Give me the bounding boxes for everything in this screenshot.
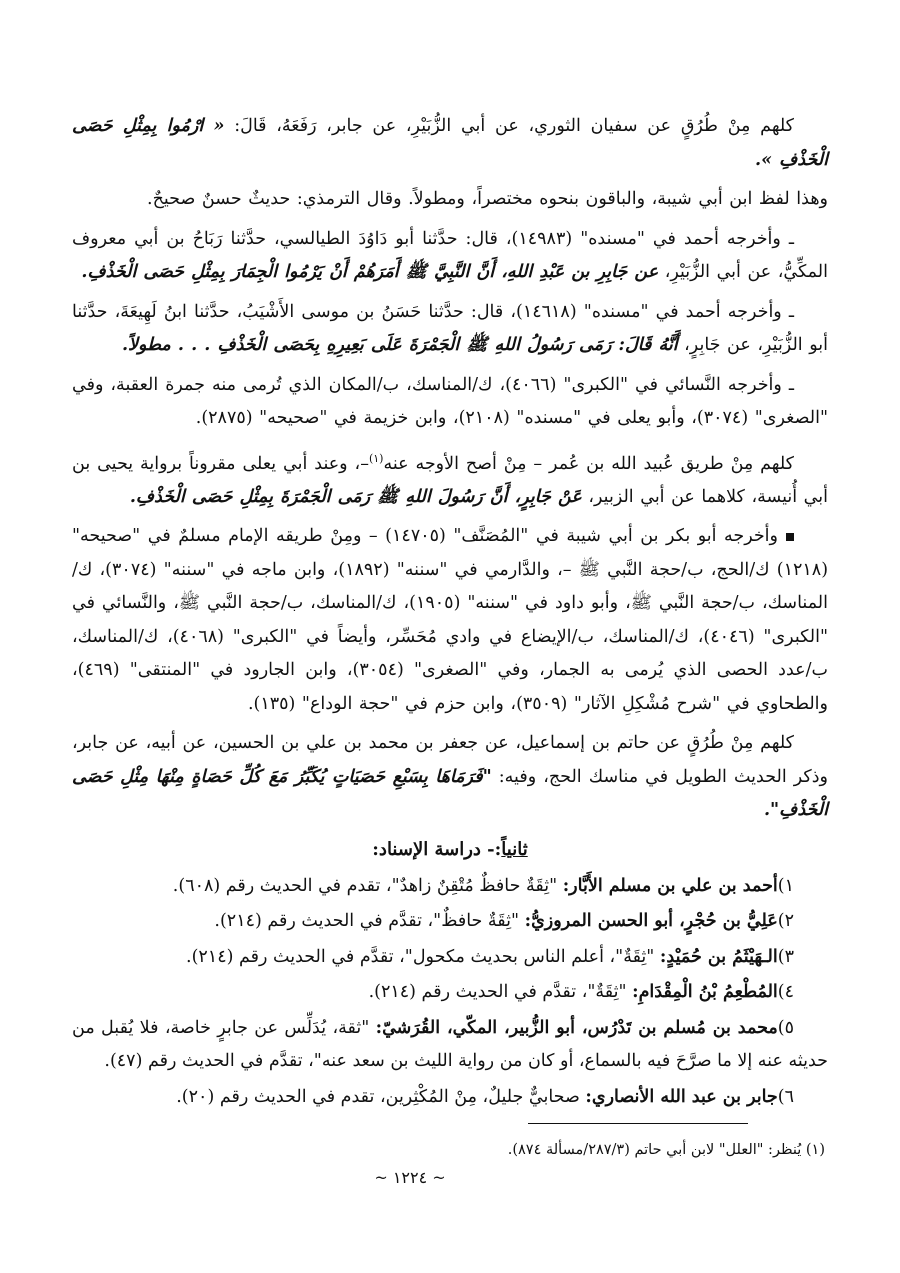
narrator-item: [72, 1081, 828, 1115]
footnote-divider: [528, 1123, 748, 1124]
narrator-name: المُطْعِمُ بْنُ الْمِقْدَامِ:: [632, 982, 778, 1003]
narrator-description: "ثِقَةٌ"، تقدَّم في الحديث رقم (٢١٤).: [368, 982, 633, 1003]
narrator-item: [72, 905, 828, 939]
paragraph-7: [72, 520, 828, 721]
paragraph-5: ـ وأخرجه النَّسائي في "الكبرى" (٤٠٦٦)، ك/المناسك، ب/المكان الذي تُرمى منه جمرة العقبة، وفي "الصغرى" (٣٠٧٤)، وأبو يعلى في "مسنده" (٢١٠٨)، وابن خزيمة في "صحيحه" (٢٨٧٥).: [72, 374, 828, 428]
paragraph-text: وأخرجه أبو بكر بن أبي شيبة في "المُصَنَّف" (١٤٧٠٥) – ومِنْ طريقه الإمام مسلمٌ في "صحيحه" (١٢١٨) ك/الحج، ب/حجة النَّبي ﷺ –، والدَّارمي في "سننه" (١٨٩٢)، وابن ماجه في "سننه" (٣٠٧٤)، ك/المناسك، ب/حجة النَّبي ﷺ، وأبو داود في "سننه" (١٩٠٥)، ك/المناسك، ب/حجة النَّبي ﷺ، والنَّسائي في "الكبرى" (٤٠٤٦)، ك/المناسك، ب/الإيضاع في وادي مُحَسِّر، وأيضاً في "الكبرى" (٤٠٦٨)، ك/المناسك، ب/عدد الحصى الذي يُرمى به الجمار، وفي "الصغرى" (٣٠٥٤)، وابن الجارود في "المنتقى" (٤٦٩)، والطحاوي في "شرح مُشْكِلِ الآثار" (٣٥٠٩)، وابن حزم في "حجة الوداع" (١٣٥).: [72, 526, 829, 714]
narrator-description: صحابيٌّ جليلٌ، مِنْ المُكْثِرين، تقدم في الحديث رقم (٢٠).: [176, 1086, 586, 1107]
footnote: (١) يُنظر: "العلل" لابن أبي حاتم (٢٨٧/٣/مسألة ٨٧٤).: [507, 1142, 825, 1158]
section-heading-prefix: ثانياً: [501, 838, 528, 860]
narrator-number: ١): [777, 875, 794, 896]
narrator-description: "ثِقَةٌ حافظٌ"، تقدَّم في الحديث رقم (٢١٤).: [214, 911, 525, 932]
narrator-item: [72, 1012, 828, 1079]
paragraph-2: وهذا لفظ ابن أبي شيبة، والباقون بنحوه مختصراً، ومطولاً. وقال الترمذي: حديثٌ حسنٌ صحيحٌ.: [147, 189, 828, 209]
paragraph-text: ـ وأخرجه أحمد في "مسنده" (١٤٦١٨)، قال: حدَّثنا حَسَنُ بن موسى الأَشْيَبُ، حدَّثنا ابنُ لَهِيعَةَ، حدَّثنا أبو الزُّبَيْرِ، عن جَابِرٍ،: [72, 301, 828, 355]
narrator-description: "ثقة، يُدَلِّس عن جابرٍ خاصة، فلا يُقبل من حديثه عنه إلا ما صرَّحَ فيه بالسماع، أو كان من رواية الليث بن سعد عنه"، تقدَّم في الحديث رقم (٤٧).: [72, 1017, 828, 1072]
section-heading-title: :- دراسة الإسناد:: [372, 838, 502, 860]
paragraph-3: [72, 223, 828, 290]
hadith-quote: عَنْ جَابِرٍ، أَنَّ رَسُولَ اللهِ ﷺ رَمَى الْجَمْرَةَ بِمِثْلِ حَصَى الْخَذْفِ.: [129, 486, 582, 507]
narrator-description: "ثِقَةٌ"، أعلم الناس بحديث مكحول"، تقدَّم في الحديث رقم (٢١٤).: [186, 946, 660, 967]
paragraph-text: كلهم مِنْ طُرُقٍ عن سفيان الثوري، عن أبي الزُّبَيْرِ، عن جابر، رَفَعَهُ، قَالَ:: [224, 116, 795, 136]
footnote-reference[interactable]: (١): [368, 451, 384, 465]
page-body: [72, 110, 828, 1116]
narrator-name: أحمد بن علي بن مسلم الأَبَّار:: [562, 875, 778, 896]
page-number: ~ ١٢٢٤ ~: [374, 1168, 446, 1187]
paragraph-6: [72, 442, 828, 515]
hadith-quote: عن جَابِرِ بن عَبْدِ اللهِ، أَنَّ النَّبِيَّ ﷺ أَمَرَهُمْ أَنْ يَرْمُوا الْجِمَارَ بِمِثْلِ حَصَى الْخَذْفِ.: [81, 262, 659, 282]
narrator-number: ٢): [777, 911, 794, 932]
narrator-item: [72, 941, 828, 975]
section-heading: [72, 834, 828, 866]
paragraph-8: [72, 727, 828, 828]
narrator-number: ٣): [777, 946, 794, 967]
paragraph-text: ـ وأخرجه أحمد في "مسنده" (١٤٩٨٣)، قال: حدَّثنا أبو دَاوُدَ الطيالسي، حدَّثنا رَبَاحُ بن أبي معروف المكِّيُّ، عن أبي الزُّبَيْرِ،: [72, 228, 828, 282]
paragraph-text: كلهم مِنْ طُرُقٍ عن حاتم بن إسماعيل، عن جعفر بن محمد بن علي بن الحسين، عن أبيه، عن جابر، وذكر الحديث الطويل في مناسك الحج، وفيه:: [72, 733, 828, 787]
narrator-name: محمد بن مُسلم بن تَدْرُس، أبو الزُّبير، المكّي، القُرَشيّ:: [375, 1017, 778, 1038]
hadith-quote: « ارْمُوا بِمِثْلِ حَصَى الْخَذْفِ ».: [72, 116, 828, 170]
paragraph-text: كلهم مِنْ طريق عُبيد الله بن عُمر – مِنْ أصح الأوجه عنه: [383, 453, 795, 474]
narrator-description: "ثِقَةٌ حافظٌ مُتْقِنٌ زاهدٌ"، تقدم في الحديث رقم (٦٠٨).: [172, 875, 563, 896]
narrator-number: ٥): [777, 1017, 794, 1038]
paragraph-1: [72, 110, 828, 177]
narrator-name: جابر بن عبد الله الأنصاري:: [585, 1086, 778, 1107]
narrator-item: [72, 870, 828, 904]
narrator-item: [72, 976, 828, 1010]
square-bullet-icon: [786, 533, 794, 541]
paragraph-text: –، وعند أبي يعلى مقروناً برواية يحيى بن أبي أُنيسة، كلاهما عن أبي الزبير،: [72, 453, 828, 507]
narrator-number: ٦): [777, 1086, 794, 1107]
narrator-number: ٤): [777, 982, 794, 1003]
paragraph-4: [72, 296, 828, 363]
hadith-quote: "فَرَمَاهَا بِسَبْعِ حَصَيَاتٍ يُكَبِّرُ مَعَ كُلِّ حَصَاةٍ مِنْهَا مِثْلِ حَصَى الْخَذْفِ".: [72, 766, 828, 821]
narrator-name: الـهَيْثَمُ بن حُمَيْدٍ:: [659, 946, 778, 967]
narrator-name: عَلِيُّ بن حُجْرٍ، أبو الحسن المروزيُّ:: [524, 911, 778, 932]
hadith-quote: أَنَّهُ قَالَ: رَمَى رَسُولُ اللهِ ﷺ الْجَمْرَةَ عَلَى بَعِيرِهِ بِحَصَى الْخَذْفِ . . . مطولاً.: [121, 335, 678, 355]
